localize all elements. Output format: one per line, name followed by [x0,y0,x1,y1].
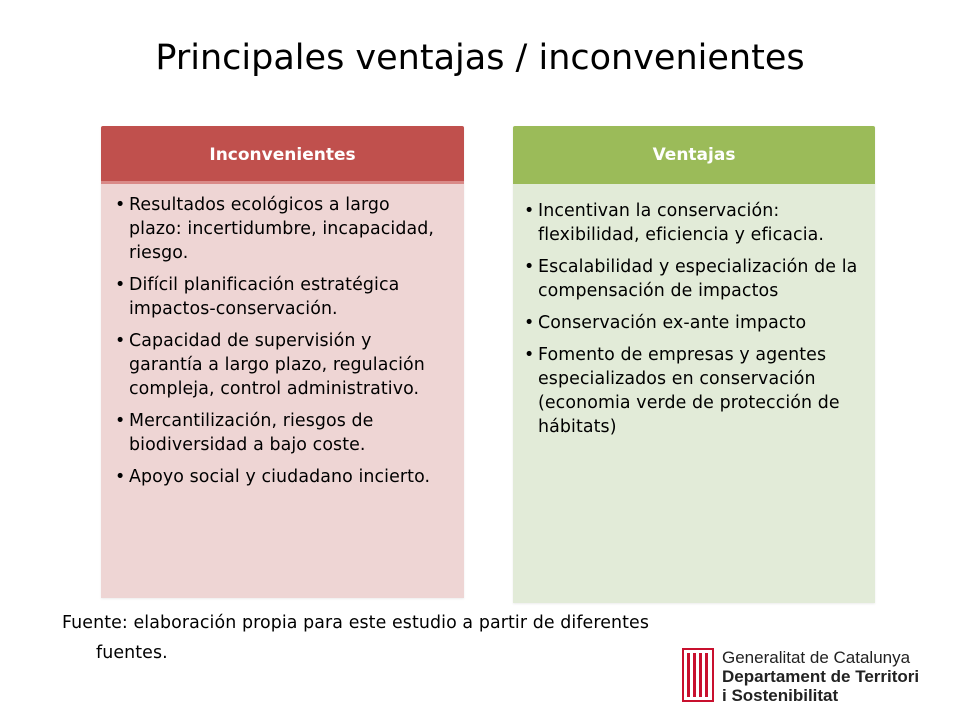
ventajas-item: • Fomento de empresas y agentes especializados en conservación (economia verde de protección de hábitats) [524,343,864,439]
slide-title: Principales ventajas / inconvenientes [155,38,805,78]
ventajas-list [524,199,864,447]
inconvenientes-item: • Mercantilización, riesgos de biodiversidad a bajo coste. [115,409,445,457]
inconvenientes-header: Inconvenientes [101,126,464,184]
catalan-coat-of-arms-icon [682,648,714,704]
logo-line-3: i Sostenibilitat [722,686,839,705]
inconvenientes-item: • Difícil planificación estratégica impactos-conservación. [115,273,445,321]
ventajas-item: • Conservación ex-ante impacto [524,311,864,335]
ventajas-panel [513,126,875,603]
ventajas-body [513,184,875,603]
generalitat-logo [682,646,932,706]
inconvenientes-item: • Resultados ecológicos a largo plazo: incertidumbre, incapacidad, riesgo. [115,193,445,265]
logo-line-1: Generalitat de Catalunya [722,648,911,667]
ventajas-item: • Incentivan la conservación: flexibilidad, eficiencia y eficacia. [524,199,864,247]
source-note: Fuente: elaboración propia para este estudio a partir de diferentes fuentes. [62,613,650,663]
inconvenientes-item: • Capacidad de supervisión y garantía a largo plazo, regulación compleja, control administrativo. [115,329,445,401]
inconvenientes-body [101,184,464,598]
logo-text [722,648,919,705]
ventajas-item: • Escalabilidad y especialización de la compensación de impactos [524,255,864,303]
logo-line-2: Departament de Territori [722,667,920,686]
inconvenientes-item: • Apoyo social y ciudadano incierto. [115,465,445,489]
ventajas-header: Ventajas [513,126,875,184]
inconvenientes-list [115,193,445,497]
inconvenientes-panel [101,126,464,598]
